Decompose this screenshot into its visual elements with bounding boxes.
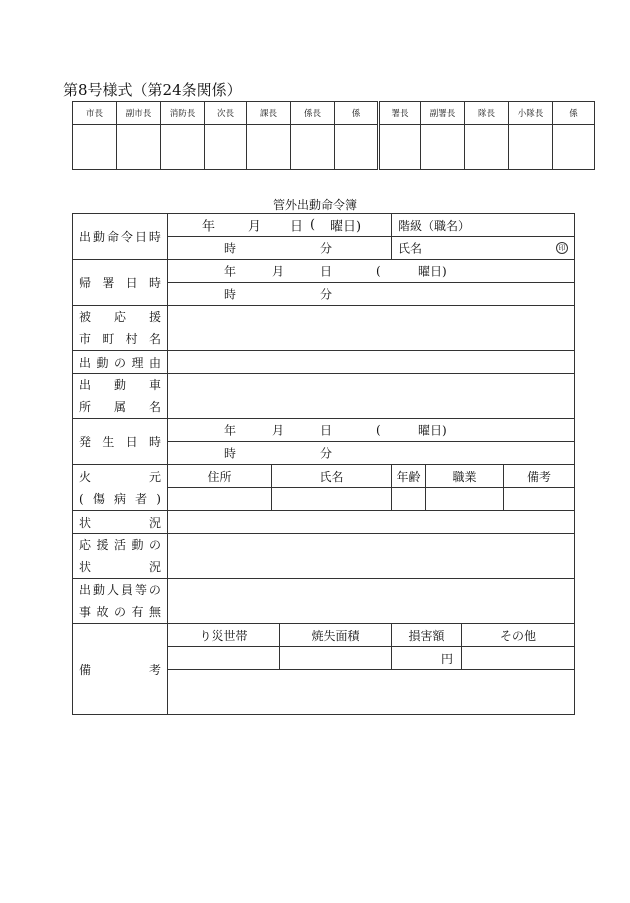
fire-origin-line1: 火 元 (79, 469, 161, 484)
return-time-label (73, 260, 168, 306)
occurrence-time-label (73, 419, 168, 465)
stamp-box[interactable] (117, 125, 161, 170)
order-day-label: 日 (290, 219, 304, 235)
remarks-col-other: その他 (462, 624, 575, 647)
occurrence-year-label: 年 (224, 423, 237, 438)
stamp-box[interactable] (161, 125, 205, 170)
stamp-box[interactable] (291, 125, 335, 170)
approval-header-deputy-mayor: 副市長 (117, 102, 161, 125)
fire-origin-col-remarks: 備考 (504, 465, 575, 488)
stamp-box[interactable] (553, 125, 595, 170)
name-label: 氏名 (398, 241, 423, 256)
approval-header-deputy-station-chief: 副署長 (421, 102, 465, 125)
order-year-label: 年 (202, 219, 216, 235)
return-day-label: 日 (320, 264, 333, 279)
damage-amount-field[interactable] (392, 647, 462, 670)
affected-households-field[interactable] (168, 647, 280, 670)
order-minute-label: 分 (320, 241, 333, 256)
remarks-label (73, 624, 168, 715)
order-dow-open: ( (310, 217, 316, 233)
return-month-label: 月 (272, 264, 285, 279)
order-time-label (73, 214, 168, 260)
approval-header-mayor: 市長 (73, 102, 117, 125)
approval-header-fire-chief: 消防長 (161, 102, 205, 125)
rank-field[interactable] (392, 214, 575, 237)
approval-header-squad-leader: 小隊長 (509, 102, 553, 125)
burned-area-field[interactable] (280, 647, 392, 670)
status-label-text: 状 況 (79, 515, 161, 530)
occurrence-dow-open: ( (376, 423, 381, 437)
rank-label: 階級（職名） (398, 218, 471, 233)
remarks-col-burned-area: 焼失面積 (280, 624, 392, 647)
fire-origin-col-address: 住所 (168, 465, 272, 488)
fire-origin-age-field[interactable] (392, 488, 426, 511)
return-date-field[interactable] (168, 260, 575, 283)
approval-header-captain: 隊長 (465, 102, 509, 125)
approval-header-unit-chief: 係長 (291, 102, 335, 125)
fire-origin-line2: ( 傷 病 者 ) (79, 491, 161, 506)
order-time-label-text: 出 動 命 令 日 時 (79, 230, 161, 244)
stamp-box[interactable] (379, 125, 421, 170)
return-hour-label: 時 (224, 287, 237, 302)
fire-origin-col-occupation: 職業 (426, 465, 504, 488)
approval-header-station-staff: 係 (553, 102, 595, 125)
remarks-label-text: 備 考 (79, 662, 161, 677)
approval-header-section-chief: 課長 (247, 102, 291, 125)
accidents-line2: 事 故 の 有 無 (79, 605, 161, 619)
occurrence-day-label: 日 (320, 423, 333, 438)
remarks-col-affected-households: り災世帯 (168, 624, 280, 647)
approval-header-vice-chief: 次長 (205, 102, 247, 125)
occurrence-minute-label: 分 (320, 446, 333, 461)
dispatch-order-register (72, 213, 575, 715)
fire-origin-label (73, 465, 168, 511)
support-activity-field[interactable] (168, 534, 575, 579)
reason-field[interactable] (168, 351, 575, 374)
status-label (73, 511, 168, 534)
fire-origin-address-field[interactable] (168, 488, 272, 511)
return-minute-label: 分 (320, 287, 333, 302)
return-time-field[interactable] (168, 283, 575, 306)
return-dow-label: 曜日) (418, 264, 447, 279)
order-time-field[interactable] (168, 237, 392, 260)
occurrence-month-label: 月 (272, 423, 285, 438)
return-year-label: 年 (224, 264, 237, 279)
occurrence-hour-label: 時 (224, 446, 237, 461)
stamp-box[interactable] (335, 125, 379, 170)
stamp-box[interactable] (509, 125, 553, 170)
fire-origin-occupation-field[interactable] (426, 488, 504, 511)
approval-stamp-grid (72, 101, 595, 170)
vehicle-line2: 所 属 名 (79, 400, 161, 414)
other-field[interactable] (462, 647, 575, 670)
approval-header-station-chief: 署長 (379, 102, 421, 125)
occurrence-time-field[interactable] (168, 442, 575, 465)
seal-icon: 印 (556, 242, 568, 254)
support-activity-line2: 状 況 (79, 560, 161, 574)
name-field[interactable] (392, 237, 575, 260)
accidents-line1: 出 動 人 員 等 の (79, 583, 161, 597)
support-activity-line1: 応 援 活 動 の (79, 538, 161, 552)
approval-header-staff: 係 (335, 102, 379, 125)
fire-origin-name-field[interactable] (272, 488, 392, 511)
fire-origin-remarks-field[interactable] (504, 488, 575, 511)
stamp-box[interactable] (73, 125, 117, 170)
vehicle-field[interactable] (168, 374, 575, 419)
form-title: 第8号様式（第24条関係） (63, 81, 242, 99)
accidents-field[interactable] (168, 579, 575, 624)
reason-label-text: 出 動 の 理 由 (79, 355, 161, 370)
order-hour-label: 時 (224, 241, 237, 256)
support-activity-label (73, 534, 168, 579)
supported-city-line1: 被 応 援 (79, 310, 161, 324)
return-time-label-text: 帰 署 日 時 (79, 276, 161, 290)
stamp-box[interactable] (247, 125, 291, 170)
fire-origin-col-name: 氏名 (272, 465, 392, 488)
register-title: 管外出動命令簿 (272, 198, 357, 212)
stamp-box[interactable] (421, 125, 465, 170)
stamp-box[interactable] (205, 125, 247, 170)
supported-city-field[interactable] (168, 306, 575, 351)
stamp-box[interactable] (465, 125, 509, 170)
occurrence-date-field[interactable] (168, 419, 575, 442)
remarks-col-damage-amount: 損害額 (392, 624, 462, 647)
occurrence-dow-label: 曜日) (418, 423, 447, 438)
supported-city-label (73, 306, 168, 351)
reason-label (73, 351, 168, 374)
vehicle-line1: 出 動 車 (79, 378, 161, 392)
supported-city-line2: 市 町 村 名 (79, 332, 161, 346)
return-dow-open: ( (376, 264, 381, 278)
vehicle-label (73, 374, 168, 419)
order-dow-label: 曜日) (330, 219, 362, 235)
remarks-notes-field[interactable] (168, 670, 575, 715)
fire-origin-col-age: 年齢 (392, 465, 426, 488)
occurrence-time-label-text: 発 生 日 時 (79, 435, 161, 449)
yen-unit: 円 (440, 651, 453, 666)
status-field[interactable] (168, 511, 575, 534)
order-date-field[interactable] (168, 214, 392, 237)
order-month-label: 月 (248, 219, 262, 235)
accidents-label (73, 579, 168, 624)
